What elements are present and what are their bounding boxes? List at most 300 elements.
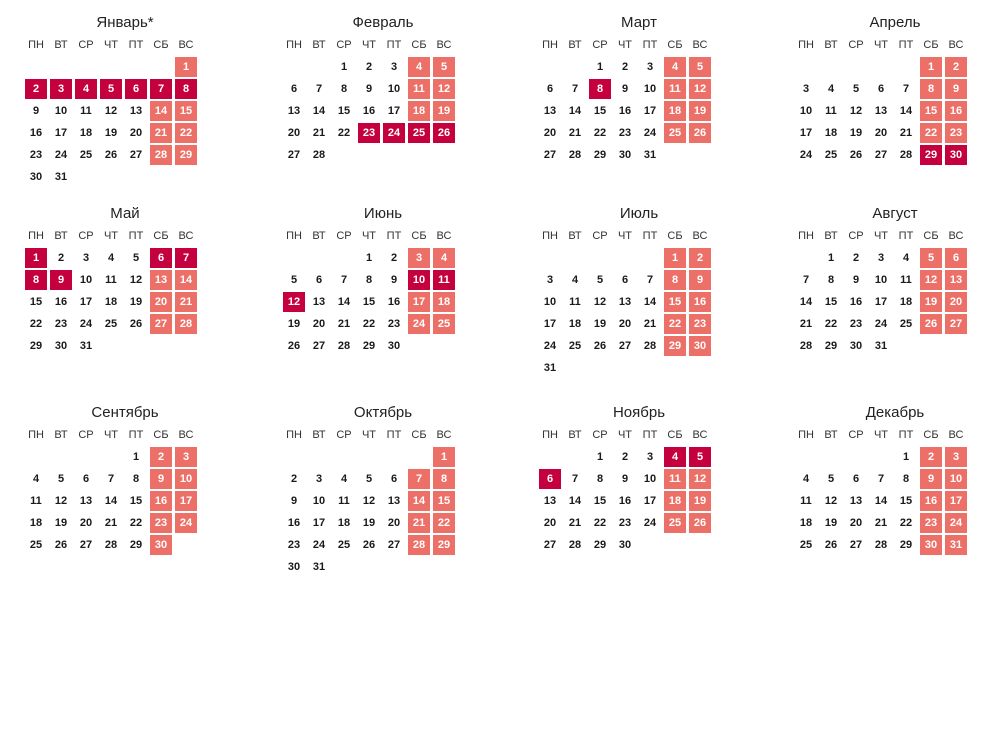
day-cell: 27 bbox=[312, 340, 326, 352]
weekday-label: СБ bbox=[153, 39, 169, 51]
day-cell: 21 bbox=[799, 318, 813, 330]
day-cell: 2 bbox=[365, 61, 373, 73]
day-cell: 14 bbox=[150, 101, 172, 121]
day-cell: 28 bbox=[408, 535, 430, 555]
day-cell: 9 bbox=[852, 274, 860, 286]
day-cell: 7 bbox=[175, 248, 197, 268]
day-cell: 8 bbox=[664, 270, 686, 290]
day-cell: 29 bbox=[175, 145, 197, 165]
day-cell: 3 bbox=[945, 447, 967, 467]
day-cell: 22 bbox=[664, 314, 686, 334]
weekday-label: ВС bbox=[948, 230, 964, 242]
day-cell: 1 bbox=[175, 57, 197, 77]
weekday-label: ВТ bbox=[824, 230, 838, 242]
day-cell: 25 bbox=[29, 539, 43, 551]
day-cell: 2 bbox=[852, 252, 860, 264]
day-cell: 25 bbox=[899, 318, 913, 330]
day-cell: 22 bbox=[920, 123, 942, 143]
day-cell: 7 bbox=[902, 83, 910, 95]
weekday-label: СБ bbox=[411, 429, 427, 441]
weekday-label: ВС bbox=[178, 429, 194, 441]
day-cell: 19 bbox=[920, 292, 942, 312]
day-cell: 12 bbox=[283, 292, 305, 312]
weekday-label: СБ bbox=[153, 429, 169, 441]
weekday-label: ВС bbox=[948, 429, 964, 441]
month-title: Февраль bbox=[352, 14, 414, 31]
month-title: Октябрь bbox=[353, 404, 413, 421]
weekday-label: ПН bbox=[798, 429, 814, 441]
day-cell: 8 bbox=[902, 473, 910, 485]
day-cell: 23 bbox=[287, 539, 301, 551]
day-cell: 28 bbox=[337, 340, 351, 352]
weekday-label: ВС bbox=[692, 429, 708, 441]
day-cell: 19 bbox=[287, 318, 301, 330]
day-cell: 31 bbox=[945, 535, 967, 555]
day-cell: 2 bbox=[945, 57, 967, 77]
day-cell: 12 bbox=[920, 270, 942, 290]
day-cell: 19 bbox=[54, 517, 68, 529]
day-cell: 27 bbox=[79, 539, 93, 551]
weekday-label: СБ bbox=[153, 230, 169, 242]
weekday-label: ПТ bbox=[128, 429, 144, 441]
day-cell: 16 bbox=[920, 491, 942, 511]
day-cell: 24 bbox=[945, 513, 967, 533]
day-cell: 20 bbox=[945, 292, 967, 312]
day-cell: 12 bbox=[689, 79, 711, 99]
weekday-label: ПТ bbox=[898, 39, 914, 51]
day-cell: 28 bbox=[568, 149, 582, 161]
weekday-label: ПН bbox=[28, 230, 44, 242]
day-cell: 14 bbox=[799, 296, 813, 308]
day-cell: 29 bbox=[29, 340, 43, 352]
day-cell: 22 bbox=[593, 517, 607, 529]
day-cell: 4 bbox=[433, 248, 455, 268]
day-cell: 6 bbox=[150, 248, 172, 268]
weekday-label: ПТ bbox=[642, 429, 658, 441]
day-cell: 3 bbox=[802, 83, 810, 95]
day-cell: 17 bbox=[874, 296, 888, 308]
day-cell: 20 bbox=[618, 318, 632, 330]
day-cell: 12 bbox=[104, 105, 118, 117]
day-cell: 22 bbox=[362, 318, 376, 330]
day-cell: 23 bbox=[29, 149, 43, 161]
day-cell: 30 bbox=[849, 340, 863, 352]
weekday-label: ЧТ bbox=[361, 230, 377, 242]
day-cell: 12 bbox=[849, 105, 863, 117]
day-cell: 13 bbox=[129, 105, 143, 117]
day-cell: 18 bbox=[29, 517, 43, 529]
day-cell: 11 bbox=[569, 296, 581, 308]
day-cell: 14 bbox=[104, 495, 118, 507]
day-cell: 2 bbox=[621, 61, 629, 73]
day-cell: 13 bbox=[150, 270, 172, 290]
weekday-label: ЧТ bbox=[103, 230, 119, 242]
day-cell: 1 bbox=[902, 451, 910, 463]
day-cell: 1 bbox=[132, 451, 140, 463]
day-cell: 30 bbox=[618, 149, 632, 161]
day-cell: 31 bbox=[874, 340, 888, 352]
day-cell: 5 bbox=[689, 447, 711, 467]
day-cell: 16 bbox=[29, 127, 43, 139]
weekday-label: СР bbox=[78, 230, 94, 242]
day-cell: 12 bbox=[824, 495, 838, 507]
weekday-label: СР bbox=[78, 429, 94, 441]
day-cell: 15 bbox=[899, 495, 913, 507]
day-cell: 20 bbox=[543, 517, 557, 529]
weekday-label: ПН bbox=[542, 230, 558, 242]
day-cell: 16 bbox=[387, 296, 401, 308]
day-cell: 15 bbox=[920, 101, 942, 121]
weekday-label: ПТ bbox=[128, 39, 144, 51]
day-cell: 24 bbox=[643, 127, 657, 139]
day-cell: 7 bbox=[340, 274, 348, 286]
day-cell: 6 bbox=[125, 79, 147, 99]
day-cell: 27 bbox=[874, 149, 888, 161]
day-cell: 19 bbox=[849, 127, 863, 139]
day-cell: 2 bbox=[25, 79, 47, 99]
weekday-label: СБ bbox=[411, 39, 427, 51]
day-cell: 9 bbox=[621, 473, 629, 485]
day-cell: 14 bbox=[874, 495, 888, 507]
day-cell: 7 bbox=[408, 469, 430, 489]
day-cell: 27 bbox=[387, 539, 401, 551]
weekday-label: ВТ bbox=[312, 39, 326, 51]
day-cell: 17 bbox=[387, 105, 401, 117]
day-cell: 31 bbox=[79, 340, 93, 352]
day-cell: 11 bbox=[664, 79, 686, 99]
day-cell: 10 bbox=[408, 270, 430, 290]
day-cell: 1 bbox=[340, 61, 348, 73]
day-cell: 24 bbox=[175, 513, 197, 533]
day-cell: 23 bbox=[618, 517, 632, 529]
day-cell: 18 bbox=[433, 292, 455, 312]
day-cell: 1 bbox=[596, 451, 604, 463]
day-cell: 17 bbox=[54, 127, 68, 139]
day-cell: 10 bbox=[643, 83, 657, 95]
day-cell: 23 bbox=[54, 318, 68, 330]
weekday-label: ПН bbox=[798, 39, 814, 51]
day-cell: 25 bbox=[104, 318, 118, 330]
day-cell: 23 bbox=[945, 123, 967, 143]
day-cell: 23 bbox=[150, 513, 172, 533]
day-cell: 9 bbox=[290, 495, 298, 507]
day-cell: 20 bbox=[287, 127, 301, 139]
day-cell: 18 bbox=[79, 127, 93, 139]
weekday-label: ЧТ bbox=[103, 429, 119, 441]
weekday-label: ЧТ bbox=[873, 429, 889, 441]
day-cell: 17 bbox=[643, 495, 657, 507]
day-cell: 2 bbox=[290, 473, 298, 485]
day-cell: 28 bbox=[874, 539, 888, 551]
weekday-label: ПН bbox=[798, 230, 814, 242]
day-cell: 4 bbox=[32, 473, 40, 485]
day-cell: 28 bbox=[150, 145, 172, 165]
day-cell: 9 bbox=[50, 270, 72, 290]
day-cell: 31 bbox=[312, 561, 326, 573]
weekday-label: ЧТ bbox=[617, 230, 633, 242]
day-cell: 28 bbox=[568, 539, 582, 551]
day-cell: 23 bbox=[358, 123, 380, 143]
day-cell: 8 bbox=[920, 79, 942, 99]
day-cell: 19 bbox=[129, 296, 143, 308]
day-cell: 3 bbox=[546, 274, 554, 286]
weekday-label: ПТ bbox=[642, 230, 658, 242]
day-cell: 20 bbox=[129, 127, 143, 139]
day-cell: 9 bbox=[390, 274, 398, 286]
weekday-label: ВТ bbox=[54, 230, 68, 242]
day-cell: 20 bbox=[543, 127, 557, 139]
day-cell: 10 bbox=[312, 495, 326, 507]
day-cell: 8 bbox=[175, 79, 197, 99]
weekday-label: ЧТ bbox=[617, 39, 633, 51]
day-cell: 14 bbox=[175, 270, 197, 290]
day-cell: 27 bbox=[287, 149, 301, 161]
day-cell: 30 bbox=[54, 340, 68, 352]
day-cell: 26 bbox=[849, 149, 863, 161]
month-title: Январь* bbox=[96, 14, 154, 31]
day-cell: 7 bbox=[571, 83, 579, 95]
day-cell: 27 bbox=[945, 314, 967, 334]
day-cell: 10 bbox=[543, 296, 557, 308]
day-cell: 26 bbox=[920, 314, 942, 334]
day-cell: 31 bbox=[543, 362, 557, 374]
day-cell: 5 bbox=[689, 57, 711, 77]
day-cell: 10 bbox=[799, 105, 813, 117]
weekday-label: ВС bbox=[436, 230, 452, 242]
day-cell: 13 bbox=[849, 495, 863, 507]
day-cell: 7 bbox=[802, 274, 810, 286]
day-cell: 24 bbox=[312, 539, 326, 551]
weekday-label: ВТ bbox=[568, 429, 582, 441]
day-cell: 15 bbox=[433, 491, 455, 511]
day-cell: 4 bbox=[664, 57, 686, 77]
day-cell: 11 bbox=[433, 270, 455, 290]
weekday-label: ВС bbox=[948, 39, 964, 51]
weekday-label: ВТ bbox=[54, 429, 68, 441]
day-cell: 6 bbox=[852, 473, 860, 485]
day-cell: 24 bbox=[874, 318, 888, 330]
day-cell: 9 bbox=[365, 83, 373, 95]
day-cell: 27 bbox=[543, 149, 557, 161]
day-cell: 8 bbox=[365, 274, 373, 286]
day-cell: 17 bbox=[175, 491, 197, 511]
day-cell: 26 bbox=[54, 539, 68, 551]
weekday-label: СБ bbox=[923, 429, 939, 441]
day-cell: 14 bbox=[408, 491, 430, 511]
day-cell: 15 bbox=[593, 495, 607, 507]
day-cell: 15 bbox=[664, 292, 686, 312]
day-cell: 13 bbox=[874, 105, 888, 117]
day-cell: 1 bbox=[664, 248, 686, 268]
day-cell: 23 bbox=[618, 127, 632, 139]
weekday-label: СР bbox=[848, 429, 864, 441]
day-cell: 15 bbox=[824, 296, 838, 308]
weekday-label: СБ bbox=[411, 230, 427, 242]
day-cell: 3 bbox=[877, 252, 885, 264]
day-cell: 26 bbox=[129, 318, 143, 330]
day-cell: 3 bbox=[408, 248, 430, 268]
day-cell: 6 bbox=[315, 274, 323, 286]
month-calendar bbox=[25, 403, 225, 733]
day-cell: 7 bbox=[107, 473, 115, 485]
day-cell: 18 bbox=[568, 318, 582, 330]
day-cell: 12 bbox=[689, 469, 711, 489]
day-cell: 2 bbox=[390, 252, 398, 264]
day-cell: 28 bbox=[643, 340, 657, 352]
day-cell: 1 bbox=[827, 252, 835, 264]
day-cell: 17 bbox=[408, 292, 430, 312]
day-cell: 7 bbox=[877, 473, 885, 485]
day-cell: 23 bbox=[849, 318, 863, 330]
day-cell: 8 bbox=[589, 79, 611, 99]
day-cell: 30 bbox=[945, 145, 967, 165]
day-cell: 9 bbox=[945, 79, 967, 99]
weekday-label: ВТ bbox=[312, 429, 326, 441]
day-cell: 25 bbox=[799, 539, 813, 551]
day-cell: 30 bbox=[29, 171, 43, 183]
day-cell: 10 bbox=[387, 83, 401, 95]
day-cell: 24 bbox=[408, 314, 430, 334]
day-cell: 24 bbox=[643, 517, 657, 529]
day-cell: 22 bbox=[899, 517, 913, 529]
day-cell: 16 bbox=[945, 101, 967, 121]
day-cell: 13 bbox=[312, 296, 326, 308]
weekday-label: СР bbox=[848, 39, 864, 51]
day-cell: 29 bbox=[362, 340, 376, 352]
day-cell: 11 bbox=[105, 274, 117, 286]
weekday-label: СБ bbox=[923, 39, 939, 51]
day-cell: 29 bbox=[899, 539, 913, 551]
day-cell: 16 bbox=[618, 495, 632, 507]
day-cell: 3 bbox=[82, 252, 90, 264]
weekday-label: СР bbox=[848, 230, 864, 242]
day-cell: 26 bbox=[433, 123, 455, 143]
month-title: Май bbox=[110, 205, 140, 222]
month-title: Август bbox=[872, 205, 918, 222]
day-cell: 3 bbox=[646, 451, 654, 463]
day-cell: 7 bbox=[150, 79, 172, 99]
day-cell: 21 bbox=[568, 517, 582, 529]
day-cell: 28 bbox=[104, 539, 118, 551]
day-cell: 22 bbox=[824, 318, 838, 330]
day-cell: 22 bbox=[337, 127, 351, 139]
day-cell: 15 bbox=[337, 105, 351, 117]
day-cell: 13 bbox=[387, 495, 401, 507]
day-cell: 20 bbox=[387, 517, 401, 529]
day-cell: 11 bbox=[30, 495, 42, 507]
weekday-label: ПН bbox=[28, 429, 44, 441]
day-cell: 22 bbox=[175, 123, 197, 143]
day-cell: 3 bbox=[315, 473, 323, 485]
day-cell: 2 bbox=[920, 447, 942, 467]
day-cell: 2 bbox=[57, 252, 65, 264]
weekday-label: ВС bbox=[692, 39, 708, 51]
day-cell: 13 bbox=[543, 105, 557, 117]
weekday-label: СР bbox=[78, 39, 94, 51]
month-title: Декабрь bbox=[865, 404, 925, 421]
day-cell: 29 bbox=[664, 336, 686, 356]
day-cell: 11 bbox=[800, 495, 812, 507]
day-cell: 17 bbox=[312, 517, 326, 529]
weekday-label: СБ bbox=[667, 429, 683, 441]
day-cell: 18 bbox=[337, 517, 351, 529]
month-title: Апрель bbox=[869, 14, 921, 31]
month-title: Июль bbox=[619, 205, 659, 222]
weekday-label: ЧТ bbox=[361, 39, 377, 51]
day-cell: 29 bbox=[593, 149, 607, 161]
day-cell: 10 bbox=[643, 473, 657, 485]
weekday-label: ПН bbox=[286, 429, 302, 441]
day-cell: 18 bbox=[899, 296, 913, 308]
day-cell: 13 bbox=[79, 495, 93, 507]
day-cell: 6 bbox=[290, 83, 298, 95]
day-cell: 5 bbox=[827, 473, 835, 485]
month-title: Март bbox=[621, 14, 657, 31]
day-cell: 4 bbox=[664, 447, 686, 467]
day-cell: 5 bbox=[365, 473, 373, 485]
day-cell: 3 bbox=[390, 61, 398, 73]
weekday-label: ЧТ bbox=[617, 429, 633, 441]
day-cell: 5 bbox=[100, 79, 122, 99]
weekday-label: ПН bbox=[28, 39, 44, 51]
day-cell: 27 bbox=[150, 314, 172, 334]
day-cell: 19 bbox=[104, 127, 118, 139]
weekday-label: ПТ bbox=[898, 429, 914, 441]
day-cell: 12 bbox=[593, 296, 607, 308]
day-cell: 25 bbox=[664, 123, 686, 143]
day-cell: 3 bbox=[50, 79, 72, 99]
day-cell: 25 bbox=[568, 340, 582, 352]
day-cell: 2 bbox=[150, 447, 172, 467]
day-cell: 17 bbox=[945, 491, 967, 511]
day-cell: 19 bbox=[593, 318, 607, 330]
day-cell: 21 bbox=[104, 517, 118, 529]
day-cell: 6 bbox=[546, 83, 554, 95]
day-cell: 3 bbox=[646, 61, 654, 73]
day-cell: 15 bbox=[362, 296, 376, 308]
day-cell: 12 bbox=[433, 79, 455, 99]
weekday-label: ВТ bbox=[568, 230, 582, 242]
weekday-label: ЧТ bbox=[103, 39, 119, 51]
day-cell: 19 bbox=[689, 101, 711, 121]
day-cell: 9 bbox=[621, 83, 629, 95]
day-cell: 10 bbox=[874, 274, 888, 286]
month-title: Июнь bbox=[363, 205, 403, 222]
day-cell: 22 bbox=[129, 517, 143, 529]
day-cell: 18 bbox=[104, 296, 118, 308]
day-cell: 20 bbox=[79, 517, 93, 529]
day-cell: 24 bbox=[54, 149, 68, 161]
day-cell: 29 bbox=[433, 535, 455, 555]
day-cell: 12 bbox=[129, 274, 143, 286]
day-cell: 16 bbox=[150, 491, 172, 511]
weekday-label: ПН bbox=[286, 230, 302, 242]
weekday-label: СР bbox=[336, 429, 352, 441]
month-calendar bbox=[795, 403, 995, 733]
day-cell: 19 bbox=[433, 101, 455, 121]
day-cell: 5 bbox=[920, 248, 942, 268]
day-cell: 6 bbox=[877, 83, 885, 95]
day-cell: 27 bbox=[618, 340, 632, 352]
day-cell: 10 bbox=[54, 105, 68, 117]
day-cell: 25 bbox=[337, 539, 351, 551]
weekday-label: СБ bbox=[667, 39, 683, 51]
day-cell: 4 bbox=[902, 252, 910, 264]
day-cell: 12 bbox=[54, 495, 68, 507]
day-cell: 5 bbox=[132, 252, 140, 264]
day-cell: 17 bbox=[799, 127, 813, 139]
day-cell: 24 bbox=[543, 340, 557, 352]
